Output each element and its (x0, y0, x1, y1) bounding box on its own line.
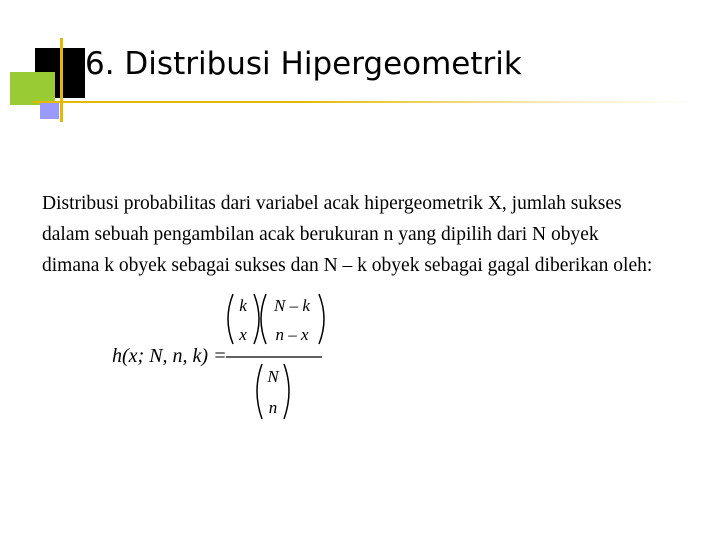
binom-N-minus-k: N – k (274, 296, 310, 315)
decor-blue-square (40, 103, 59, 119)
binom-x: x (239, 325, 247, 344)
body-line: dalam sebuah pengambilan acak berukuran n yang dipilih dari N obyek (42, 224, 599, 245)
binom-N: N (267, 367, 279, 386)
slide-title: 6. Distribusi Hipergeometrik (85, 46, 522, 82)
right-paren (319, 294, 324, 344)
right-paren (284, 364, 289, 419)
formula-lhs: h(x; N, n, k) = (112, 345, 227, 367)
slide-body (42, 188, 682, 281)
right-paren (254, 294, 259, 344)
left-paren (257, 364, 262, 419)
left-paren (261, 294, 266, 344)
body-line: dimana k obyek sebagai sukses dan N – k obyek sebagai gagal diberikan oleh: (42, 255, 653, 276)
decor-vertical-line (60, 38, 63, 122)
binom-n: n (268, 398, 278, 417)
binom-k: k (239, 296, 247, 315)
binom-n-minus-x: n – x (275, 325, 309, 344)
body-line: Distribusi probabilitas dari variabel acak hipergeometrik X, jumlah sukses (42, 193, 622, 214)
left-paren (228, 294, 233, 344)
hypergeometric-formula (110, 286, 350, 426)
title-underline (33, 101, 693, 103)
